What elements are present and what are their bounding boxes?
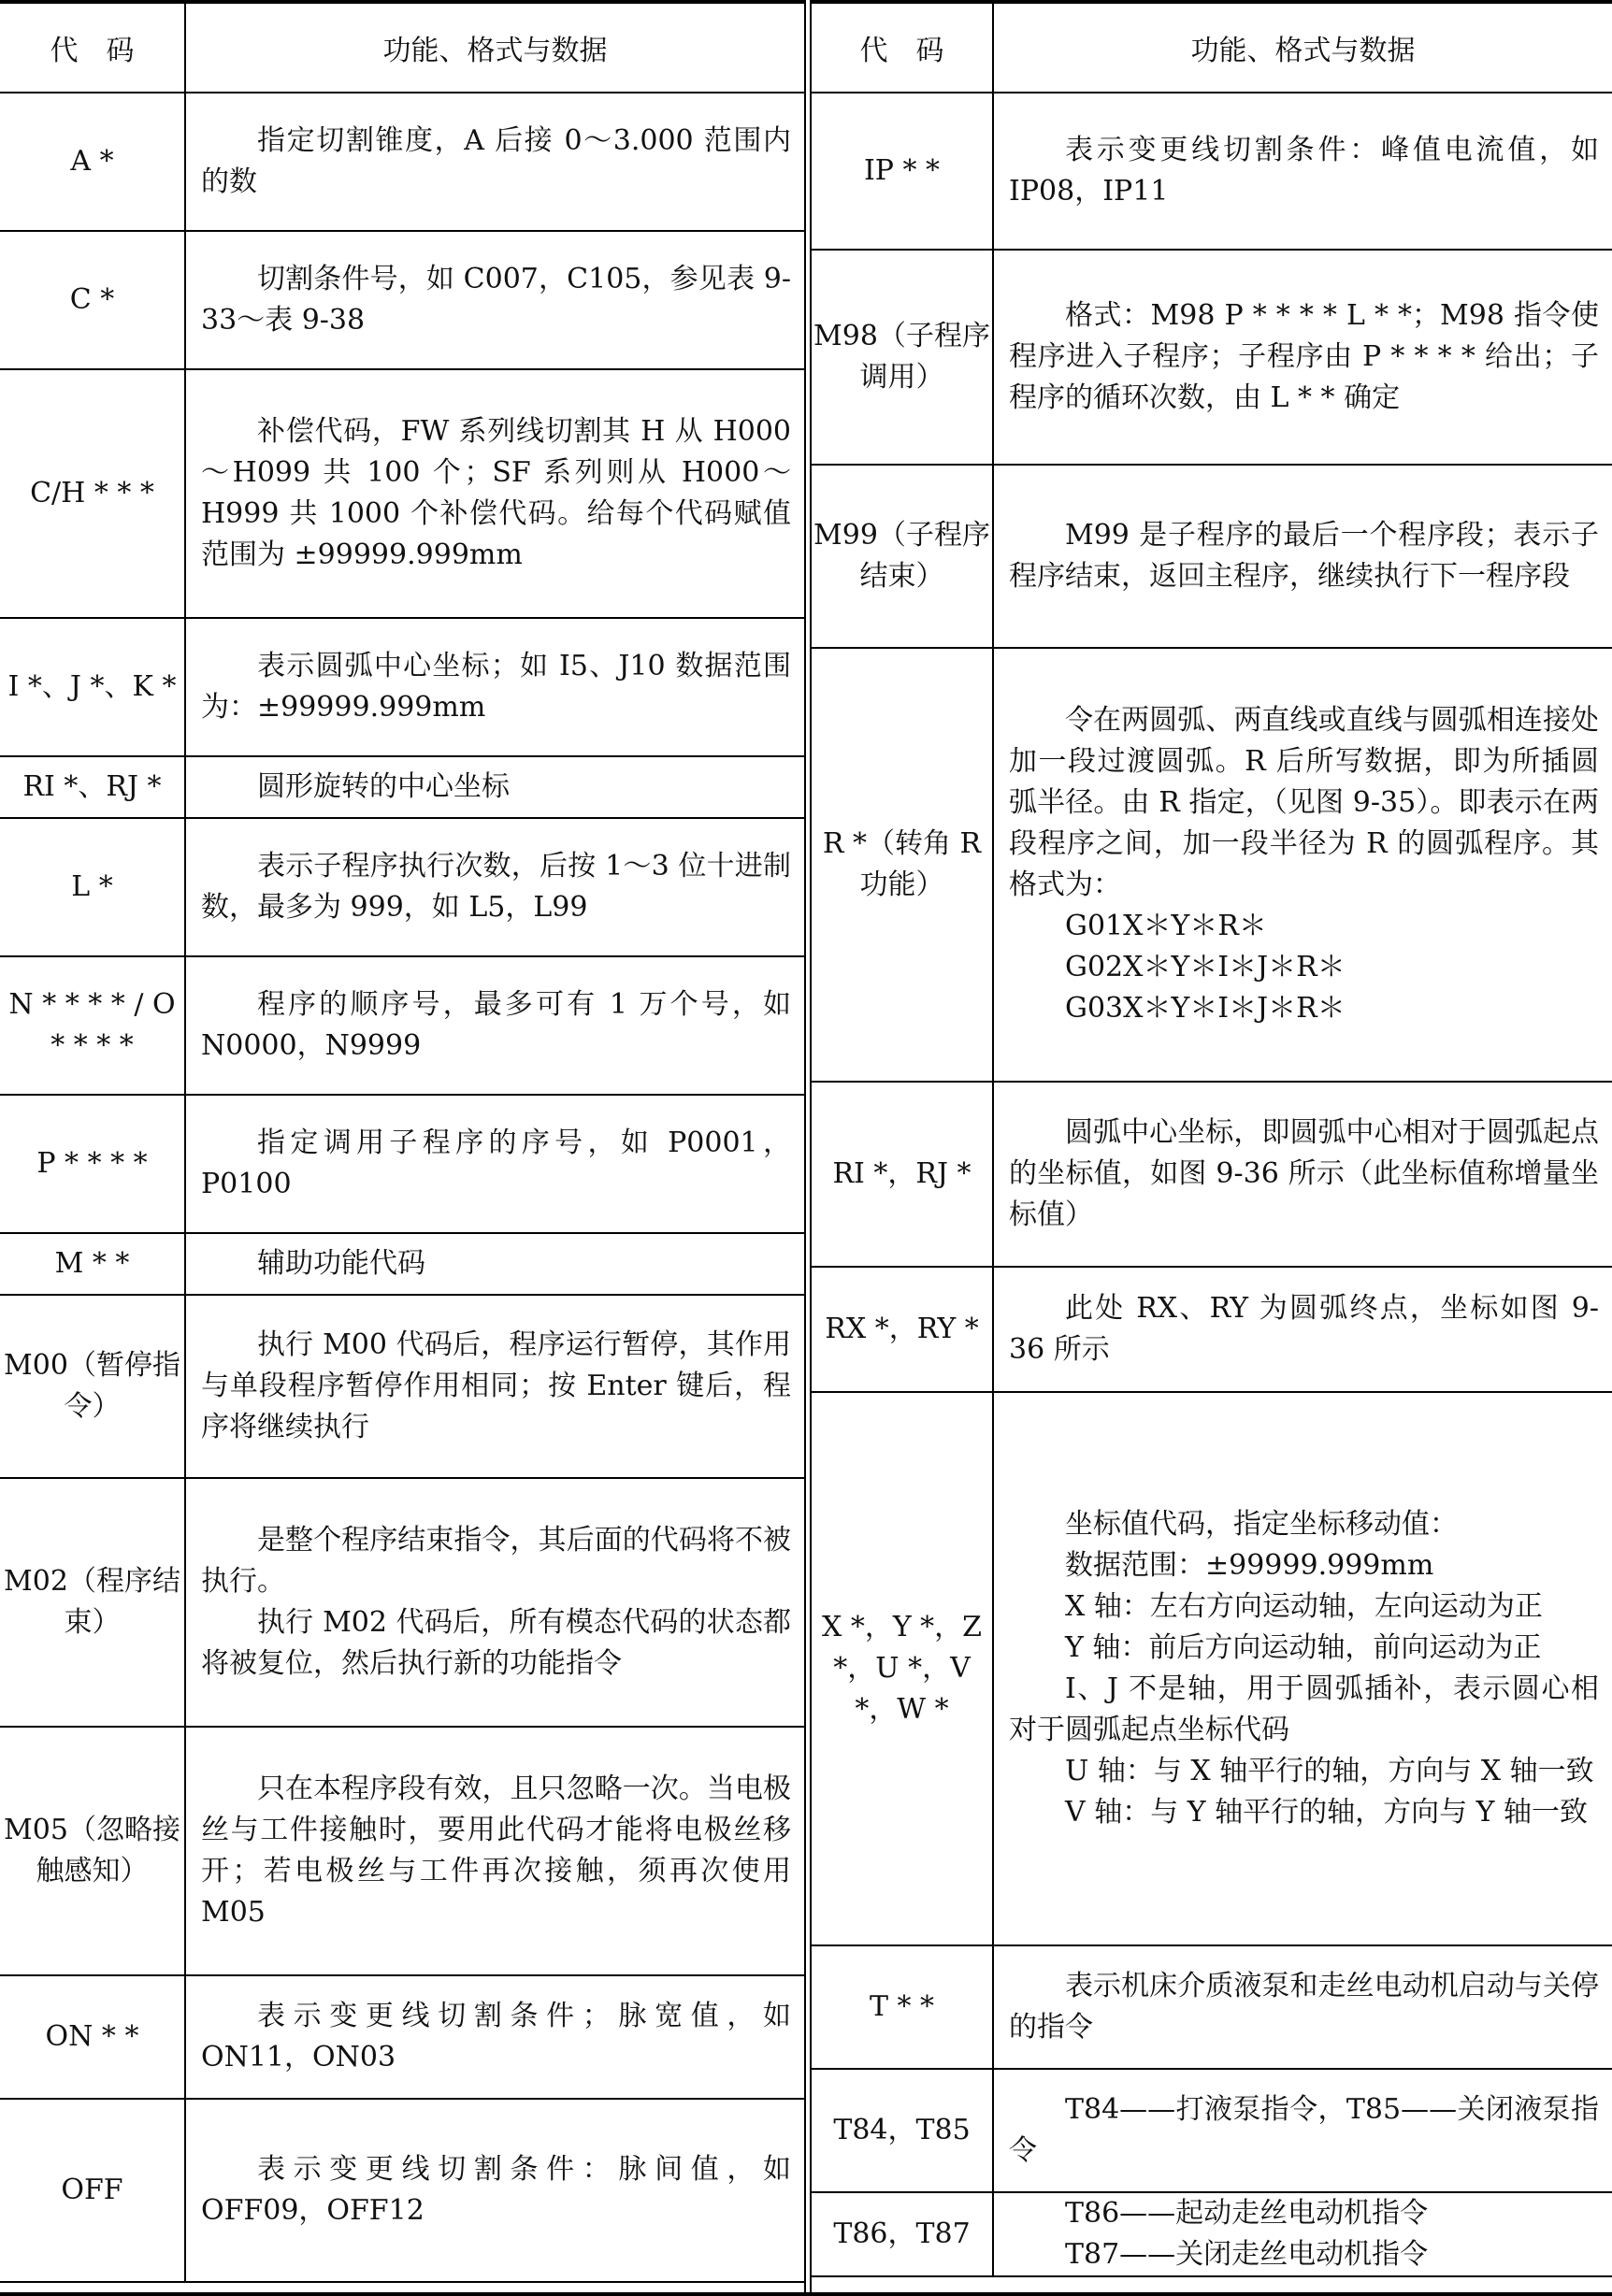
table-row (0, 956, 804, 1095)
row-desc: 指定切割锥度，A 后接 0～3.000 范围内的数 (185, 93, 804, 231)
row-desc: 令在两圆弧、两直线或直线与圆弧相连接处加一段过渡圆弧。R 后所写数据，即为所插圆弧半径。由 R 指定，（见图 9-35）。即表示在两段程序之间，加一段半径为 R 的圆弧程序。其格式为： G01X＊Y＊R＊ G02X＊Y＊I＊J＊R＊ G03X＊Y＊I＊J＊R＊ (993, 648, 1612, 1082)
row-desc: M99 是子程序的最后一个程序段；表示子程序结束，返回主程序，继续执行下一程序段 (993, 465, 1612, 648)
table-row (0, 618, 804, 756)
bottom-rule (0, 2292, 1612, 2296)
row-desc: 坐标值代码，指定坐标移动值： 数据范围：±99999.999mm X 轴：左右方向运动轴，左向运动为正 Y 轴：前后方向运动轴，前向运动为正 I、J 不是轴，用于圆弧插补，表示圆心相对于圆弧起点坐标代码 U 轴：与 X 轴平行的轴，方向与 X 轴一致 V 轴：与 Y 轴平行的轴，方向与 Y 轴一致 (993, 1392, 1612, 1945)
row-desc: 只在本程序段有效，且只忽略一次。当电极丝与工件接触时，要用此代码才能将电极丝移开；若电极丝与工件再次接触，须再次使用 M05 (185, 1727, 804, 1975)
row-code: R *（转角 R 功能） (812, 648, 993, 1082)
row-desc: 指定调用子程序的序号，如 P0001，P0100 (185, 1095, 804, 1233)
row-code: T84，T85 (812, 2069, 993, 2192)
row-desc: 表示变更线切割条件：脉间值，如 OFF09，OFF12 (185, 2099, 804, 2282)
row-code: M * * (0, 1233, 185, 1295)
table-row (0, 93, 804, 231)
table-row (0, 1295, 804, 1478)
table-row (812, 1945, 1612, 2069)
row-code: T * * (812, 1945, 993, 2069)
row-desc: 程序的顺序号，最多可有 1 万个号，如 N0000，N9999 (185, 956, 804, 1095)
row-desc: 圆弧中心坐标，即圆弧中心相对于圆弧起点的坐标值，如图 9-36 所示（此坐标值称增量坐标值） (993, 1082, 1612, 1267)
row-code: OFF (0, 2099, 185, 2282)
table-row (0, 1727, 804, 1975)
row-code: N * * * * / O * * * * (0, 956, 185, 1095)
table-row (0, 369, 804, 618)
table-row (0, 231, 804, 369)
row-desc: 表示机床介质液泵和走丝电动机启动与关停的指令 (993, 1945, 1612, 2069)
table-row (812, 1267, 1612, 1392)
row-code: M05（忽略接触感知） (0, 1727, 185, 1975)
row-desc: T86——起动走丝电动机指令 T87——关闭走丝电动机指令 (993, 2192, 1612, 2276)
row-desc: 表示子程序执行次数，后按 1～3 位十进制数，最多为 999，如 L5，L99 (185, 818, 804, 956)
table-row (0, 756, 804, 818)
header-code: 代 码 (0, 4, 185, 93)
code-table-left (0, 4, 804, 2283)
header-function: 功能、格式与数据 (993, 4, 1612, 93)
row-desc: 此处 RX、RY 为圆弧终点，坐标如图 9-36 所示 (993, 1267, 1612, 1392)
row-code: L * (0, 818, 185, 956)
table-row (812, 1082, 1612, 1267)
table-row (812, 1392, 1612, 1945)
table-header-row (0, 4, 804, 93)
row-code: C/H * * * (0, 369, 185, 618)
row-code: M99（子程序结束） (812, 465, 993, 648)
center-double-rule (804, 0, 812, 2296)
row-code: X *，Y *，Z *，U *，V *，W * (812, 1392, 993, 1945)
row-code: I *、J *、K * (0, 618, 185, 756)
row-desc: 表示变更线切割条件：峰值电流值，如 IP08，IP11 (993, 93, 1612, 250)
table-row (812, 465, 1612, 648)
row-code: ON * * (0, 1975, 185, 2099)
table-row (812, 648, 1612, 1082)
row-code: RI *、RJ * (0, 756, 185, 818)
row-code: RX *，RY * (812, 1267, 993, 1392)
row-code: A * (0, 93, 185, 231)
row-code: P * * * * (0, 1095, 185, 1233)
row-code: M02（程序结束） (0, 1478, 185, 1727)
table-row (812, 2069, 1612, 2192)
table-row (812, 250, 1612, 465)
row-desc: 辅助功能代码 (185, 1233, 804, 1295)
row-code: IP * * (812, 93, 993, 250)
table-row (0, 1233, 804, 1295)
header-code: 代 码 (812, 4, 993, 93)
code-table-right (812, 4, 1612, 2277)
row-desc: 切割条件号，如 C007，C105，参见表 9-33～表 9-38 (185, 231, 804, 369)
row-desc: T84——打液泵指令，T85——关闭液泵指令 (993, 2069, 1612, 2192)
row-desc: 表示变更线切割条件；脉宽值，如 ON11，ON03 (185, 1975, 804, 2099)
table-row (0, 1095, 804, 1233)
row-desc: 补偿代码，FW 系列线切割其 H 从 H000～H099 共 100 个；SF 系列则从 H000～H999 共 1000 个补偿代码。给每个代码赋值范围为 ±99999.999mm (185, 369, 804, 618)
table-row (0, 1478, 804, 1727)
row-desc: 圆形旋转的中心坐标 (185, 756, 804, 818)
row-desc: 执行 M00 代码后，程序运行暂停，其作用与单段程序暂停作用相同；按 Enter 键后，程序将继续执行 (185, 1295, 804, 1478)
table-row (0, 2099, 804, 2282)
header-function: 功能、格式与数据 (185, 4, 804, 93)
table-row (812, 93, 1612, 250)
table-row (812, 2192, 1612, 2276)
row-code: RI *，RJ * (812, 1082, 993, 1267)
row-code: M98（子程序调用） (812, 250, 993, 465)
row-desc: 格式：M98 P * * * * L * *；M98 指令使程序进入子程序；子程序由 P * * * * 给出；子程序的循环次数，由 L * * 确定 (993, 250, 1612, 465)
row-code: T86，T87 (812, 2192, 993, 2276)
row-desc: 是整个程序结束指令，其后面的代码将不被执行。 执行 M02 代码后，所有模态代码的状态都将被复位，然后执行新的功能指令 (185, 1478, 804, 1727)
table-row (0, 1975, 804, 2099)
table-header-row (812, 4, 1612, 93)
table-row (0, 818, 804, 956)
row-code: M00（暂停指令） (0, 1295, 185, 1478)
row-desc: 表示圆弧中心坐标；如 I5、J10 数据范围为：±99999.999mm (185, 618, 804, 756)
row-code: C * (0, 231, 185, 369)
